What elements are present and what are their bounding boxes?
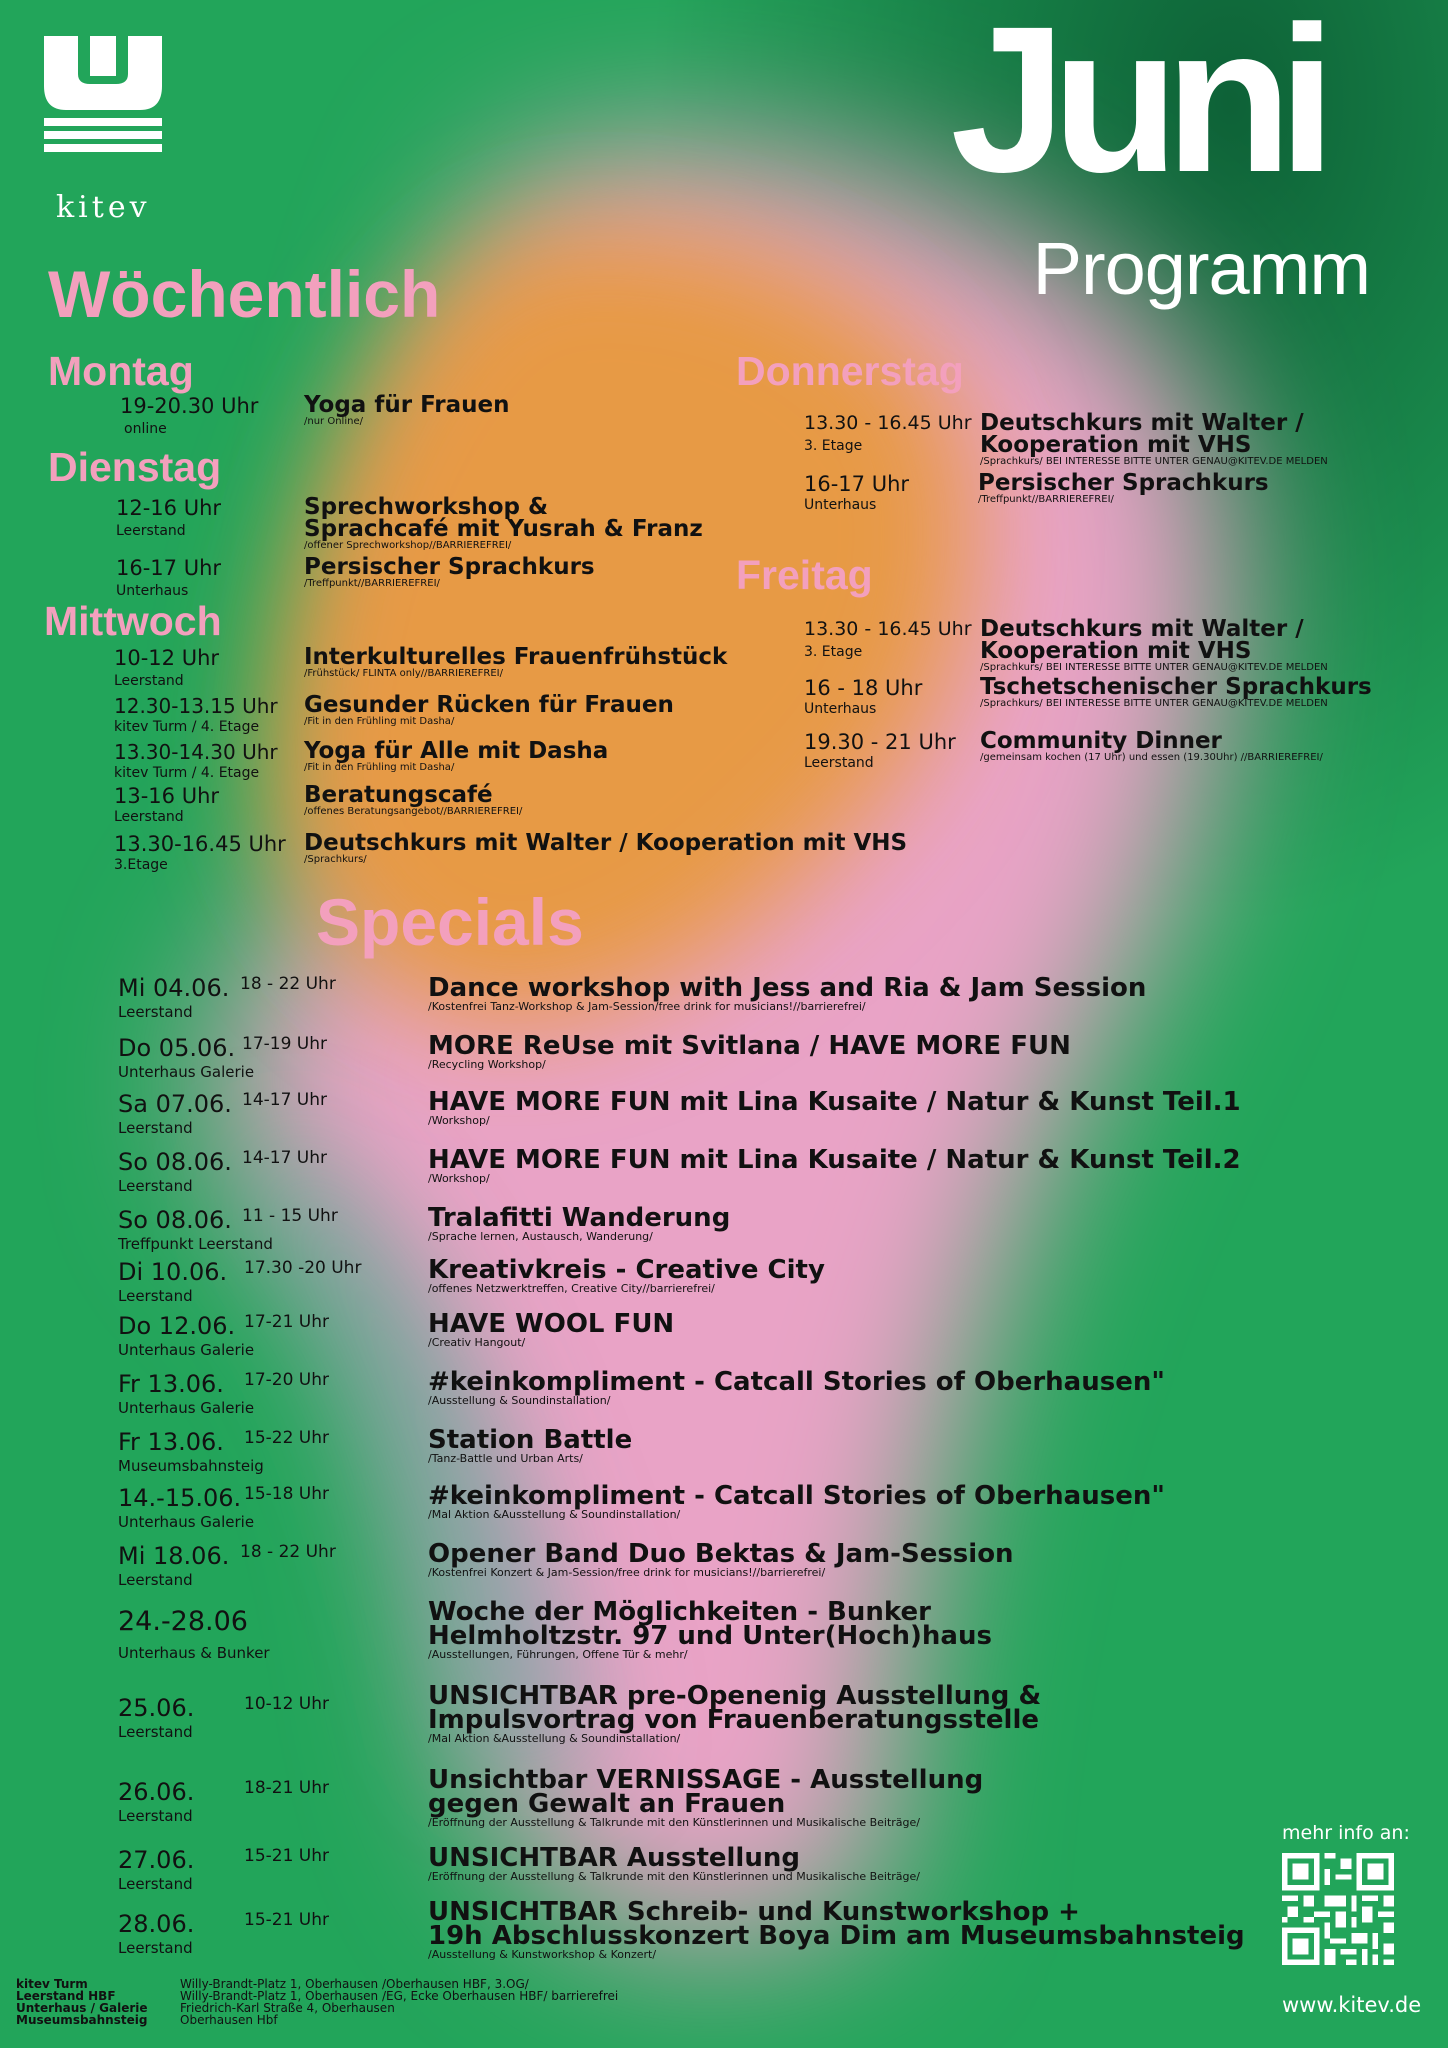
event-note: /Eröffnung der Ausstellung & Talkrunde mit den Künstlerinnen und Musikalische Beiträge/ [428,1816,920,1829]
event-date: 28.06. [118,1910,195,1938]
event-title: HAVE WOOL FUN /Creativ Hangout/ [428,1309,675,1349]
event-location: Unterhaus Galerie [118,1063,255,1081]
event-title: UNSICHTBAR Ausstellung /Eröffnung der Ausstellung & Talkrunde mit den Künstlerinnen und Musikalische Beiträge/ [428,1843,920,1883]
location-name: kitev Turm [16,1977,88,1991]
event-title: Opener Band Duo Bektas & Jam-Session /Kostenfrei Konzert & Jam-Session/free drink for musicians!//barrierefrei/ [428,1539,1014,1579]
event-date: Fr 13.06. [118,1370,224,1398]
event-location: kitev Turm / 4. Etage [114,719,260,735]
event-location: kitev Turm / 4. Etage [114,765,260,781]
event-title: Gesunder Rücken für Frauen /Fit in den Frühling mit Dasha/ [304,692,674,727]
event-time: 13.30-16.45 Uhr [114,832,286,856]
event-time: 18 - 22 Uhr [240,974,336,994]
website-link[interactable]: www.kitev.de [1282,1993,1422,2017]
event-note: /Sprache lernen, Austausch, Wanderung/ [428,1230,653,1243]
event-time: 15-22 Uhr [244,1428,330,1448]
event-location: Leerstand [118,1723,193,1741]
event-location: Leerstand [118,1003,193,1021]
event-location: Unterhaus Galerie [118,1399,255,1417]
event-title: Persischer Sprachkurs /Treffpunkt//BARRIEREFREI/ [304,554,595,589]
specials-heading: Specials [316,885,584,959]
event-time: 17-20 Uhr [244,1370,330,1390]
org-name: kitev [56,190,151,225]
event-title: Community Dinner /gemeinsam kochen (17 Uhr) und essen (19.30Uhr) //BARRIEREFREI/ [980,728,1323,763]
event-time: 15-18 Uhr [244,1484,330,1504]
event-note: /Kostenfrei Konzert & Jam-Session/free drink for musicians!//barrierefrei/ [428,1566,826,1579]
event-title: Woche der Möglichkeiten - Bunker Helmholtzstr. 97 und Unter(Hoch)haus /Ausstellungen, Führungen, Offene Tür & mehr/ [428,1597,992,1661]
event-location: Leerstand [114,673,184,689]
event-time: 16-17 Uhr [804,472,910,496]
event-location: Leerstand [118,1875,193,1893]
event-title: UNSICHTBAR Schreib- und Kunstworkshop + 19h Abschlusskonzert Boya Dim am Museumsbahnsteig /Ausstellung & Kunstworkshop & Konzert/ [428,1897,1245,1961]
event-time: 13.30 - 16.45 Uhr [804,618,972,640]
location-address: Oberhausen Hbf [180,2013,278,2027]
event-time: 17.30 -20 Uhr [244,1258,362,1278]
day-heading-dienstag: Dienstag [48,444,222,490]
event-title: Kreativkreis - Creative City /offenes Netzwerktreffen, Creative City//barrierefrei/ [428,1255,825,1295]
event-time: 14-17 Uhr [242,1148,328,1168]
location-name: Leerstand HBF [16,1989,116,2003]
event-location: 3.Etage [114,857,168,873]
location-name: Museumsbahnsteig [16,2013,148,2027]
event-note: /Fit in den Frühling mit Dasha/ [304,716,455,727]
event-date: Mi 04.06. [118,974,230,1002]
event-date: 24.-28.06 [118,1606,248,1637]
event-location: Unterhaus & Bunker [118,1644,270,1662]
day-heading-mittwoch: Mittwoch [44,598,222,644]
location-name: Unterhaus / Galerie [16,2001,148,2015]
event-note: /offenes Beratungsangebot//BARRIEREFREI/ [304,806,523,817]
event-title: HAVE MORE FUN mit Lina Kusaite / Natur & Kunst Teil.1 /Workshop/ [428,1087,1241,1127]
event-time: 13.30-14.30 Uhr [114,740,278,764]
event-time: 17-21 Uhr [244,1312,330,1332]
day-heading-montag: Montag [48,348,194,394]
event-location: Unterhaus [116,583,189,599]
event-note: /Ausstellung & Kunstworkshop & Konzert/ [428,1948,657,1961]
event-note: /Tanz-Battle und Urban Arts/ [428,1452,583,1465]
weekly-heading: Wöchentlich [48,257,441,331]
event-time: 15-21 Uhr [244,1910,330,1930]
event-time: 10-12 Uhr [114,646,220,670]
day-heading-donnerstag: Donnerstag [736,348,964,394]
event-note: /Ausstellung & Soundinstallation/ [428,1394,611,1407]
event-title: Tschetschenischer Sprachkurs /Sprachkurs/ BEI INTERESSE BITTE UNTER GENAU@KITEV.DE MELDEN [980,674,1372,709]
event-time: 12.30-13.15 Uhr [114,694,278,718]
event-location: online [124,421,167,437]
event-location: Leerstand [118,1571,193,1589]
event-location: Unterhaus [804,497,877,513]
kitev-logo [44,36,162,152]
event-date: So 08.06. [118,1206,232,1234]
location-address: Friedrich-Karl Straße 4, Oberhausen [180,2001,395,2015]
event-time: 10-12 Uhr [244,1694,330,1714]
event-title: Deutschkurs mit Walter / Kooperation mit VHS /Sprachkurs/ [304,830,908,865]
event-note: /Ausstellungen, Führungen, Offene Tür & mehr/ [428,1648,688,1661]
event-location: 3. Etage [804,438,863,454]
event-date: 26.06. [118,1778,195,1806]
event-time: 16-17 Uhr [116,556,222,580]
event-note: /Workshop/ [428,1114,490,1127]
event-title: #keinkompliment - Catcall Stories of Oberhausen" /Mal Aktion &Ausstellung & Soundinstallation/ [428,1481,1165,1521]
event-time: 19.30 - 21 Uhr [804,730,956,754]
event-time: 13.30 - 16.45 Uhr [804,412,972,434]
event-note: /Sprachkurs/ [304,854,367,865]
event-location: Leerstand [118,1287,193,1305]
event-note: /Eröffnung der Ausstellung & Talkrunde mit den Künstlerinnen und Musikalische Beiträge/ [428,1870,920,1883]
event-note: /offenes Netzwerktreffen, Creative City//barrierefrei/ [428,1282,715,1295]
event-title: UNSICHTBAR pre-Openenig Ausstellung & Impulsvortrag von Frauenberatungsstelle /Mal Aktion &Ausstellung & Soundinstallation/ [428,1681,1042,1745]
event-time: 18 - 22 Uhr [240,1542,336,1562]
event-date: Mi 18.06. [118,1542,230,1570]
event-title: #keinkompliment - Catcall Stories of Oberhausen" /Ausstellung & Soundinstallation/ [428,1367,1165,1407]
event-date: 25.06. [118,1694,195,1722]
event-title: Persischer Sprachkurs /Treffpunkt//BARRIEREFREI/ [978,470,1269,505]
event-location: Leerstand [118,1939,193,1957]
event-location: Leerstand [118,1119,193,1137]
event-note: /Creativ Hangout/ [428,1336,526,1349]
event-location: Museumsbahnsteig [118,1457,264,1475]
event-date: Do 12.06. [118,1312,236,1340]
event-note: /Frühstück/ FLINTA only//BARRIEREFREI/ [304,668,503,679]
location-address: Willy-Brandt-Platz 1, Oberhausen /Oberhausen HBF, 3.OG/ [180,1977,529,1991]
event-time: 11 - 15 Uhr [242,1206,338,1226]
event-date: 27.06. [118,1846,195,1874]
event-location: 3. Etage [804,644,863,660]
event-title: Yoga für Frauen /nur Online/ [304,392,510,427]
event-location: Leerstand [118,1807,193,1825]
event-note: /Kostenfrei Tanz-Workshop & Jam-Session/free drink for musicians!//barrierefrei/ [428,1000,866,1013]
event-title: Yoga für Alle mit Dasha /Fit in den Frühling mit Dasha/ [304,738,609,773]
event-title: HAVE MORE FUN mit Lina Kusaite / Natur & Kunst Teil.2 /Workshop/ [428,1145,1241,1185]
event-title: Interkulturelles Frauenfrühstück /Frühstück/ FLINTA only//BARRIEREFREI/ [304,644,728,679]
event-note: /Mal Aktion &Ausstellung & Soundinstallation/ [428,1732,681,1745]
title-subtitle: Programm [1032,227,1370,310]
event-time: 15-21 Uhr [244,1846,330,1866]
event-time: 17-19 Uhr [242,1034,328,1054]
event-note: /Sprachkurs/ BEI INTERESSE BITTE UNTER GENAU@KITEV.DE MELDEN [980,456,1328,467]
event-title: Beratungscafé /offenes Beratungsangebot//BARRIEREFREI/ [304,782,523,817]
location-address: Willy-Brandt-Platz 1, Oberhausen /EG, Ecke Oberhausen HBF/ barrierefrei [180,1989,619,2003]
event-location: Unterhaus Galerie [118,1341,255,1359]
event-note: /offener Sprechworkshop//BARRIEREFREI/ [304,540,512,551]
event-date: Di 10.06. [118,1258,228,1286]
title-month: Juni [950,0,1322,216]
event-date: So 08.06. [118,1148,232,1176]
event-note: /Mal Aktion &Ausstellung & Soundinstallation/ [428,1508,681,1521]
event-time: 16 - 18 Uhr [804,676,923,700]
event-location: Treffpunkt Leerstand [118,1235,273,1253]
qr-code-icon[interactable] [1282,1853,1394,1965]
event-note: /Fit in den Frühling mit Dasha/ [304,762,455,773]
event-title: Dance workshop with Jess and Ria & Jam Session /Kostenfrei Tanz-Workshop & Jam-Session/free drink for musicians!//barrierefrei/ [428,973,1147,1013]
event-time: 14-17 Uhr [242,1090,328,1110]
event-note: /Sprachkurs/ BEI INTERESSE BITTE UNTER GENAU@KITEV.DE MELDEN [980,698,1328,709]
event-title: Station Battle /Tanz-Battle und Urban Arts/ [428,1425,633,1465]
event-date: Fr 13.06. [118,1428,224,1456]
event-note: /gemeinsam kochen (17 Uhr) und essen (19.30Uhr) //BARRIEREFREI/ [980,752,1323,763]
event-location: Leerstand [804,755,874,771]
event-title: Deutschkurs mit Walter / Kooperation mit VHS /Sprachkurs/ BEI INTERESSE BITTE UNTER GENAU@KITEV.DE MELDEN [980,616,1328,673]
event-location: Leerstand [114,809,184,825]
day-heading-freitag: Freitag [736,552,873,598]
event-time: 18-21 Uhr [244,1778,330,1798]
event-location: Leerstand [116,523,186,539]
event-location: Unterhaus [804,701,877,717]
event-date: Sa 07.06. [118,1090,232,1118]
event-note: /Sprachkurs/ BEI INTERESSE BITTE UNTER GENAU@KITEV.DE MELDEN [980,662,1328,673]
event-title: Tralafitti Wanderung /Sprache lernen, Austausch, Wanderung/ [428,1203,731,1243]
event-date: 14.-15.06. [118,1484,242,1512]
event-note: /nur Online/ [304,416,363,427]
more-info-label: mehr info an: [1282,1822,1410,1844]
footer-locations [16,1978,618,2026]
event-note: /Workshop/ [428,1172,490,1185]
event-note: /Treffpunkt//BARRIEREFREI/ [978,494,1114,505]
event-location: Leerstand [118,1177,193,1195]
event-date: Do 05.06. [118,1034,236,1062]
event-title: Sprechworkshop & Sprachcafé mit Yusrah & Franz /offener Sprechworkshop//BARRIEREFREI/ [304,494,703,551]
footer-location-row [16,2014,618,2026]
event-note: /Recycling Workshop/ [428,1058,546,1071]
event-note: /Treffpunkt//BARRIEREFREI/ [304,578,440,589]
event-time: 13-16 Uhr [114,784,220,808]
event-title: Unsichtbar VERNISSAGE - Ausstellung gegen Gewalt an Frauen /Eröffnung der Ausstellung & Talkrunde mit den Künstlerinnen und Musikalische Beiträge/ [428,1765,984,1829]
event-time: 19-20.30 Uhr [120,394,259,418]
event-time: 12-16 Uhr [116,496,222,520]
event-title: MORE ReUse mit Svitlana / HAVE MORE FUN /Recycling Workshop/ [428,1031,1071,1071]
event-title: Deutschkurs mit Walter / Kooperation mit VHS /Sprachkurs/ BEI INTERESSE BITTE UNTER GENAU@KITEV.DE MELDEN [980,410,1328,467]
event-location: Unterhaus Galerie [118,1513,255,1531]
